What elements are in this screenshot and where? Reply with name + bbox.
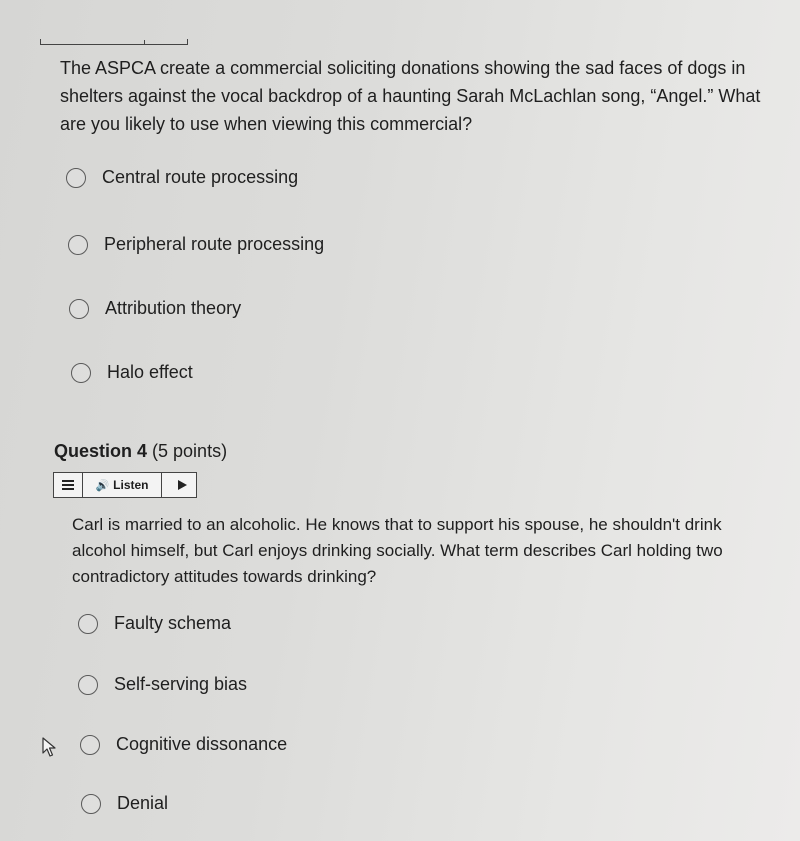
play-icon bbox=[178, 480, 187, 490]
option-label: Denial bbox=[117, 793, 169, 813]
listen-button[interactable] bbox=[83, 473, 162, 497]
question-4-text: Carl is married to an alcoholic. He knows that to support his spouse, he shouldn't drink alcohol himself, but Carl enjoys drinking socially. What term describes Carl holding two contradictory attitudes towards drinking? bbox=[72, 515, 723, 586]
mouse-pointer-icon bbox=[42, 737, 58, 757]
divider-tick bbox=[144, 40, 145, 45]
radio-button[interactable] bbox=[78, 614, 98, 634]
option-label: Peripheral route processing bbox=[104, 234, 325, 254]
option-label: Halo effect bbox=[107, 362, 193, 382]
q3-option-peripheral-route[interactable] bbox=[68, 234, 324, 255]
radio-button[interactable] bbox=[68, 235, 88, 255]
question-points: (5 points) bbox=[152, 441, 228, 461]
radio-button[interactable] bbox=[80, 735, 100, 755]
option-label: Self-serving bias bbox=[114, 674, 248, 694]
q4-option-self-serving-bias[interactable] bbox=[78, 674, 247, 695]
q4-option-faulty-schema[interactable] bbox=[78, 613, 231, 634]
listen-label: Listen bbox=[113, 478, 149, 492]
option-label: Central route processing bbox=[102, 167, 299, 187]
option-label: Cognitive dissonance bbox=[116, 734, 288, 754]
top-divider bbox=[40, 38, 188, 45]
q4-option-denial[interactable] bbox=[81, 793, 168, 814]
radio-button[interactable] bbox=[66, 168, 86, 188]
question-4-heading bbox=[54, 441, 227, 462]
option-label: Attribution theory bbox=[105, 298, 242, 318]
q3-option-central-route[interactable] bbox=[66, 167, 298, 188]
play-button[interactable] bbox=[162, 473, 196, 497]
menu-button[interactable] bbox=[54, 473, 83, 497]
listen-toolbar bbox=[53, 472, 197, 498]
radio-button[interactable] bbox=[78, 675, 98, 695]
menu-icon bbox=[62, 480, 74, 490]
q4-option-cognitive-dissonance[interactable] bbox=[80, 734, 287, 755]
question-3-text: The ASPCA create a commercial soliciting donations showing the sad faces of dogs in shelters against the vocal backdrop of a haunting Sarah McLachlan song, “Angel.” What are you likely to use when viewing this commercial? bbox=[60, 58, 761, 134]
radio-button[interactable] bbox=[81, 794, 101, 814]
radio-button[interactable] bbox=[71, 363, 91, 383]
speaker-icon: 🔊 bbox=[95, 479, 110, 492]
q3-option-attribution-theory[interactable] bbox=[69, 298, 241, 319]
q3-option-halo-effect[interactable] bbox=[71, 362, 193, 383]
option-label: Faulty schema bbox=[114, 613, 232, 633]
radio-button[interactable] bbox=[69, 299, 89, 319]
question-number: Question 4 bbox=[54, 441, 148, 461]
